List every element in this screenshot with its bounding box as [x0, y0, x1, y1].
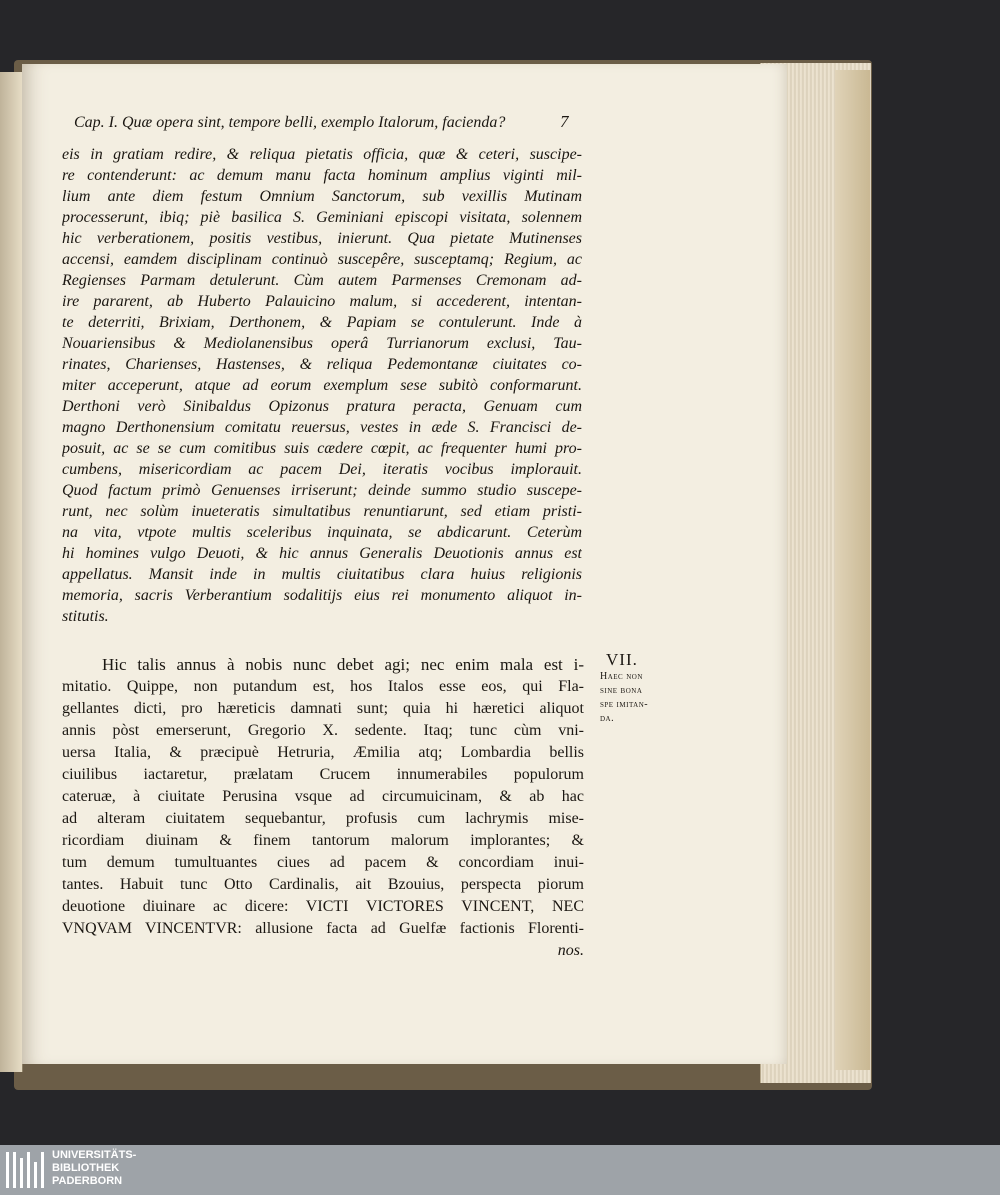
- text-line: ciuilibus iactaretur, prælatam Crucem innumerabiles populorum: [62, 766, 584, 783]
- margin-note-line: sine bona: [600, 685, 643, 696]
- margin-note-line: da.: [600, 713, 615, 724]
- text-line: te deterriti, Brixiam, Derthonem, & Papiam se contulerunt. Inde à: [62, 314, 582, 331]
- text-line: hic verberationem, positis vestibus, inierunt. Qua pietate Mutinenses: [62, 230, 582, 247]
- text-line: runt, nec solùm inueteratis simultatibus renuntiarunt, sed etiam pristi-: [62, 503, 582, 520]
- text-line: accensi, eamdem disciplinam continuò suscepêre, susceptamq; Regium, ac: [62, 251, 582, 268]
- text-line: Nouariensibus & Mediolanensibus operâ Turrianorum exclusi, Tau-: [62, 335, 582, 352]
- page-number: 7: [560, 112, 569, 131]
- text-line: processerunt, ibiq; piè basilica S. Geminiani episcopi visitata, solennem: [62, 209, 582, 226]
- text-line: VNQVAM VINCENTVR: allusione facta ad Guelfæ factionis Florenti-: [62, 920, 584, 937]
- library-name-line: BIBLIOTHEK: [52, 1162, 120, 1174]
- text-line: magno Derthonensium comitatu reuersus, vestes in æde S. Francisci de-: [62, 419, 582, 436]
- library-name-line: UNIVERSITÄTS-: [52, 1149, 137, 1161]
- roman-text-block: [62, 654, 584, 962]
- text-line: memoria, sacris Verberantium sodalitijs eius rei monumento aliquot in-: [62, 587, 582, 604]
- text-line: na vita, vtpote multis sceleribus inquinata, se abdicarunt. Ceterùm: [62, 524, 582, 541]
- text-line: posuit, ac se se cum comitibus suis cædere cœpit, ac frequenter humi pro-: [62, 440, 582, 457]
- text-line: Derthoni verò Sinibaldus Opizonus pratura peracta, Genuam cum: [62, 398, 582, 415]
- text-line: mitatio. Quippe, non putandum est, hos Italos esse eos, qui Fla-: [62, 678, 584, 695]
- text-line: rinates, Charienses, Hastenses, & reliqua Pedemontanæ ciuitates co-: [62, 356, 582, 373]
- text-line: tum demum tumultuantes ciues ad pacem & concordiam inui-: [62, 854, 584, 871]
- text-line: ad alteram ciuitatem sequebantur, profusis cum lachrymis mise-: [62, 810, 584, 827]
- text-line: tantes. Habuit tunc Otto Cardinalis, ait Bzouius, perspecta piorum: [62, 876, 584, 893]
- text-line: ire pararent, ab Huberto Palauicino malum, si accederent, intentan-: [62, 293, 582, 310]
- text-line: uersa Italia, & præcipuè Hetruria, Æmilia atq; Lombardia bellis: [62, 744, 584, 761]
- text-line: ricordiam diuinam & finem tantorum malorum implorantes; &: [62, 832, 584, 849]
- text-line: miter acceperunt, atque ad eorum exemplum sese subitò conformarunt.: [62, 377, 582, 394]
- italic-text-block: [62, 144, 582, 627]
- text-line: cateruæ, à ciuitate Perusina vsque ad circumuicinam, & ab hac: [62, 788, 584, 805]
- text-line: deuotione diuinare ac dicere: VICTI VICTORES VINCENT, NEC: [62, 898, 584, 915]
- library-logo-icon: [4, 1148, 48, 1192]
- text-line: lium ante diem festum Omnium Sanctorum, sub vexillis Mutinam: [62, 188, 582, 205]
- text-line: Quod factum primò Genuenses irriserunt; deinde summo studio suscepe-: [62, 482, 582, 499]
- text-line: gellantes dicti, pro hæreticis damnati sunt; quia hi hæretici aliquot: [62, 700, 584, 717]
- text-line: nos.: [557, 942, 584, 959]
- margin-note-line: spe imitan-: [600, 699, 649, 710]
- text-line: eis in gratiam redire, & reliqua pietatis officia, quæ & ceteri, suscipe-: [62, 146, 582, 163]
- running-head: Cap. I. Quæ opera sint, tempore belli, exemplo Italorum, facienda?: [74, 114, 506, 131]
- text-line: hi homines vulgo Deuoti, & hic annus Generalis Deuotionis annus est: [62, 545, 582, 562]
- footer-bar: [0, 1145, 1000, 1195]
- text-line: stitutis.: [62, 608, 109, 625]
- text-line: re contenderunt: ac demum manu facta hominum amplius viginti mil-: [62, 167, 582, 184]
- left-page-edge: [0, 72, 23, 1072]
- text-line: appellatus. Mansit inde in multis ciuitatibus clara huius religionis: [62, 566, 582, 583]
- margin-note-line: Haec non: [600, 671, 643, 682]
- text-line: Hic talis annus à nobis nunc debet agi; nec enim mala est i-: [102, 655, 584, 674]
- library-name: [52, 1149, 136, 1188]
- page-stack-shade: [835, 70, 870, 1070]
- library-name-line: PADERBORN: [52, 1175, 123, 1187]
- text-line: cumbens, misericordiam ac pacem Dei, iteratis vocibus implorauit.: [62, 461, 582, 478]
- margin-note: [600, 650, 680, 726]
- margin-note-number: VII.: [606, 650, 638, 669]
- text-line: annis pòst emerserunt, Gregorio X. sedente. Itaq; tunc cùm vni-: [62, 722, 584, 739]
- text-line: Regienses Parmam detulerunt. Cùm autem Parmenses Cremonam ad-: [62, 272, 582, 289]
